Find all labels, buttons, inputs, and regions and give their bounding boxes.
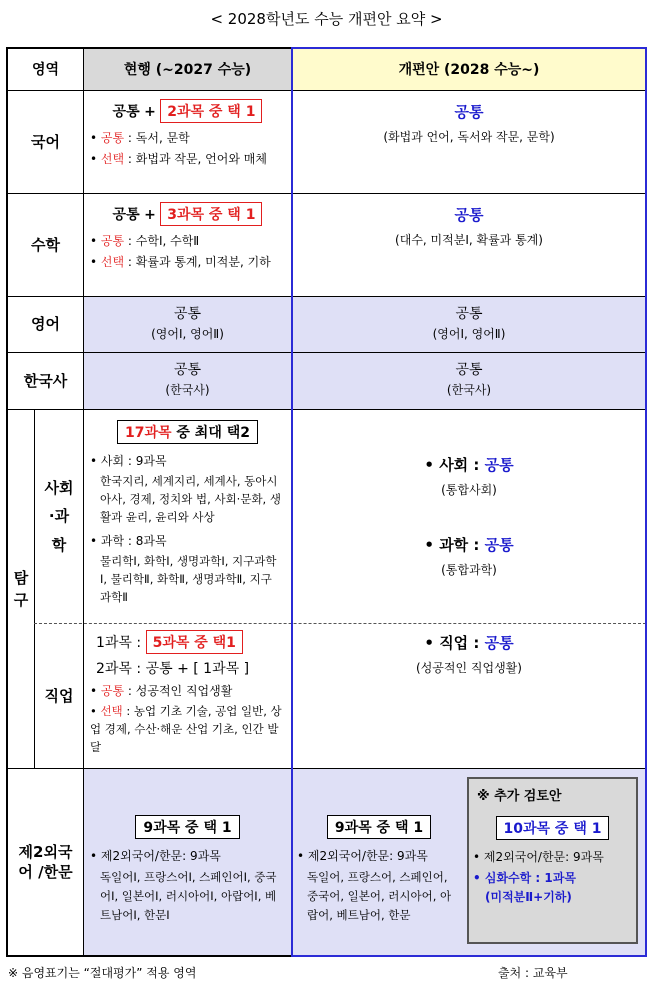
page-title: < 2028학년도 수능 개편안 요약 > <box>210 10 443 28</box>
inq-new-sci-label: 과학 <box>439 536 469 554</box>
soc-sci-revised: • 사회 : 공통 (통합사회) • 과학 : 공통 (통합과학) <box>293 410 645 623</box>
korean-b2-val: : 화법과 작문, 언어와 매체 <box>124 152 267 166</box>
extra-box: 10과목 중 택 1 <box>496 816 610 840</box>
history-new-title: 공통 <box>455 362 483 378</box>
math-new-title: 공통 <box>454 206 484 224</box>
row-label-korean: 국어 <box>31 132 60 151</box>
english-cur-title: 공통 <box>173 306 202 322</box>
soc-sci-current: 17과목 중 최대 택2 • 사회 : 9과목 한국지리, 세계지리, 세계사, 동아시아사, 경제, 정치와 법, 사회·문화, 생활과 윤리, 윤리와 사상 • 과학 : 8과목 물리학Ⅰ, 화학Ⅰ, 생명과학Ⅰ, 지구과학Ⅰ, 물리학Ⅱ, 화학Ⅱ, 생명과학Ⅱ, 지구과학Ⅱ <box>84 410 291 623</box>
math-b1-key: 공통 <box>100 234 125 248</box>
inq-box-red: 17과목 <box>125 425 172 441</box>
math-new-sub: (대수, 미적분Ⅰ, 확률과 통계) <box>395 233 543 247</box>
inq-sci-head: 과학 : 8과목 <box>100 534 167 548</box>
english-new-sub: (영어Ⅰ, 영어Ⅱ) <box>432 327 506 341</box>
job-b1-key: 공통 <box>100 684 125 698</box>
header-revised: 개편안 (2028 수능~) <box>398 62 540 78</box>
inq-soc-list: 한국지리, 세계지리, 세계사, 동아시아사, 경제, 정치와 법, 사회·문화, 생활과 윤리, 윤리와 사상 <box>100 474 281 524</box>
korean-cur-plus: + <box>144 104 156 120</box>
job-cur-1-box: 5과목 중 택1 <box>146 630 243 654</box>
korean-new-title: 공통 <box>454 103 484 121</box>
row-label-foreign: 제2외국어 /한문 <box>18 842 73 881</box>
history-new-sub: (한국사) <box>446 383 492 397</box>
english-revised <box>293 297 645 352</box>
foreign-new-box: 9과목 중 택 1 <box>327 815 431 839</box>
inq-new-soc-label: 사회 <box>439 456 469 474</box>
math-b2-key: 선택 <box>100 255 125 269</box>
math-revised <box>293 194 645 296</box>
korean-b1-key: 공통 <box>100 131 125 145</box>
inq-box-rest: 중 최대 택2 <box>171 425 250 441</box>
row-label-history: 한국사 <box>23 371 68 390</box>
row-label-inquiry: 탐구 <box>13 568 29 609</box>
english-current <box>84 297 291 352</box>
row-label-job: 직업 <box>44 686 74 705</box>
inq-new-soc-sub: (통합사회) <box>441 483 497 497</box>
job-new-sub: (성공적인 직업생활) <box>416 661 522 675</box>
job-b1-val: : 성공적인 직업생활 <box>124 684 233 698</box>
history-revised <box>293 353 645 409</box>
math-cur-common: 공통 <box>112 207 140 223</box>
math-cur-choice: 3과목 중 택 1 <box>160 202 262 226</box>
math-b2-val: : 확률과 통계, 미적분, 기하 <box>124 255 271 269</box>
history-cur-title: 공통 <box>173 362 202 378</box>
job-revised: • 직업 : 공통 (성공적인 직업생활) <box>293 624 645 768</box>
foreign-revised: 9과목 중 택 1 • 제2외국어/한문: 9과목 독일어, 프랑스어, 스페인어, 중국어, 일본어, 러시아어, 아랍어, 베트남어, 한문 <box>293 769 465 955</box>
korean-revised <box>293 91 645 193</box>
history-cur-sub: (한국사) <box>165 383 210 397</box>
job-cur-2: 2과목 : 공통 + [ 1과목 ] <box>96 661 250 677</box>
english-new-title: 공통 <box>455 306 483 322</box>
row-label-math: 수학 <box>31 235 60 254</box>
inq-soc-head: 사회 : 9과목 <box>100 454 167 468</box>
extra-b1: 제2외국어/한문: 9과목 <box>483 850 604 864</box>
inq-new-sci-val: 공통 <box>484 536 514 554</box>
korean-new-sub: (화법과 언어, 독서와 작문, 문학) <box>383 130 555 144</box>
korean-cur-choice: 2과목 중 택 1 <box>160 99 262 123</box>
korean-b1-val: : 독서, 문학 <box>124 131 190 145</box>
foreign-cur-list: 독일어Ⅰ, 프랑스어Ⅰ, 스페인어Ⅰ, 중국어Ⅰ, 일본어Ⅰ, 러시아어Ⅰ, 아랍어Ⅰ, 베트남어Ⅰ, 한문Ⅰ <box>100 870 277 922</box>
foreign-new-list: 독일어, 프랑스어, 스페인어, 중국어, 일본어, 러시아어, 아랍어, 베트남어, 한문 <box>307 870 452 922</box>
extra-title: ※ 추가 검토안 <box>477 789 562 804</box>
extra-review-box: ※ 추가 검토안 10과목 중 택 1 • 제2외국어/한문: 9과목 • 심화수학 : 1과목 (미적분Ⅱ+기하) <box>467 777 638 944</box>
job-b2-val: : 농업 기초 기술, 공업 일반, 상업 경제, 수산·해운 산업 기초, 인간 발달 <box>90 704 282 754</box>
foreign-cur-head: 제2외국어/한문: 9과목 <box>100 849 221 863</box>
foreign-cur-box: 9과목 중 택 1 <box>135 815 239 839</box>
footer-source: 출처 : 교육부 <box>498 966 568 980</box>
foreign-current: 9과목 중 택 1 • 제2외국어/한문: 9과목 독일어Ⅰ, 프랑스어Ⅰ, 스페인어Ⅰ, 중국어Ⅰ, 일본어Ⅰ, 러시아어Ⅰ, 아랍어Ⅰ, 베트남어Ⅰ, 한문Ⅰ <box>84 769 291 955</box>
inq-sci-list: 물리학Ⅰ, 화학Ⅰ, 생명과학Ⅰ, 지구과학Ⅰ, 물리학Ⅱ, 화학Ⅱ, 생명과학Ⅱ, 지구과학Ⅱ <box>100 554 277 604</box>
extra-b2: 심화수학 : 1과목 <box>484 871 576 885</box>
inq-new-soc-val: 공통 <box>484 456 514 474</box>
korean-current: 공통 + 2과목 중 택 1 • 공통 : 독서, 문학 • 선택 : 화법과 작문, 언어와 매체 <box>84 91 291 193</box>
header-area: 영역 <box>31 62 60 78</box>
job-b2-key: 선택 <box>100 704 123 718</box>
foreign-new-head: 제2외국어/한문: 9과목 <box>307 849 428 863</box>
job-current: 1과목 : 5과목 중 택1 2과목 : 공통 + [ 1과목 ] • 공통 : 성공적인 직업생활 • 선택 : 농업 기초 기술, 공업 일반, 상업 경제, 수산·해운 산업 기초, 인간 발달 <box>84 624 291 768</box>
math-cur-plus: + <box>144 207 156 223</box>
job-new-val: 공통 <box>484 634 514 652</box>
history-current <box>84 353 291 409</box>
row-label-soc-sci: 사회·과학 <box>44 478 74 554</box>
inq-new-sci-sub: (통합과학) <box>441 563 497 577</box>
job-cur-1-pre: 1과목 : <box>96 635 142 651</box>
footer-note: ※ 음영표기는 “절대평가” 적용 영역 <box>8 966 197 980</box>
math-b1-val: : 수학Ⅰ, 수학Ⅱ <box>124 234 200 248</box>
korean-cur-common: 공통 <box>112 104 140 120</box>
extra-b2-sub: (미적분Ⅱ+기하) <box>485 890 572 904</box>
korean-b2-key: 선택 <box>100 152 125 166</box>
job-new-label: 직업 <box>439 634 469 652</box>
math-current: 공통 + 3과목 중 택 1 • 공통 : 수학Ⅰ, 수학Ⅱ • 선택 : 확률과 통계, 미적분, 기하 <box>84 194 291 296</box>
header-current: 현행 (~2027 수능) <box>123 62 252 78</box>
row-label-english: 영어 <box>31 315 60 334</box>
english-cur-sub: (영어Ⅰ, 영어Ⅱ) <box>151 327 224 341</box>
